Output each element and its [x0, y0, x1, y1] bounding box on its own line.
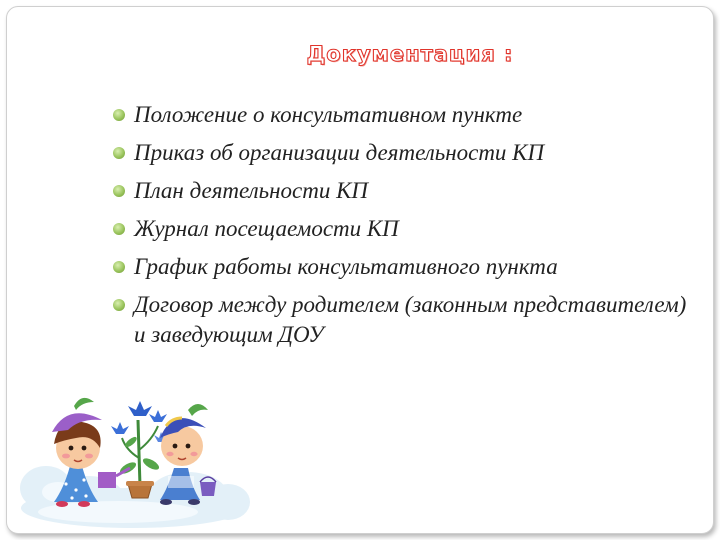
list-item-text: График работы консультативного пункта: [134, 254, 558, 279]
boy-figure: [160, 404, 216, 505]
list-item: [110, 134, 690, 172]
bullet-icon: [113, 109, 125, 121]
list-item-text: Приказ об организации деятельности КП: [134, 140, 545, 165]
list-item: [110, 172, 690, 210]
list-item: [110, 248, 690, 286]
list-item: [110, 210, 690, 248]
children-watering-flowers-picture: [18, 380, 250, 530]
document-list: [110, 96, 690, 350]
slide-title: Документация :: [306, 42, 514, 66]
list-item: [110, 96, 690, 134]
bullet-icon: [113, 185, 125, 197]
bullet-icon: [113, 223, 125, 235]
list-item-text: План деятельности КП: [134, 178, 368, 203]
bullet-icon: [113, 261, 125, 273]
bullet-icon: [113, 299, 125, 311]
list-item-text: Положение о консультативном пункте: [134, 102, 523, 127]
list-item-text: Журнал посещаемости КП: [134, 216, 399, 241]
list-item: [110, 290, 690, 350]
list-item-text: Договор между родителем (законным представителем) и заведующим ДОУ: [134, 292, 687, 347]
bullet-icon: [113, 147, 125, 159]
